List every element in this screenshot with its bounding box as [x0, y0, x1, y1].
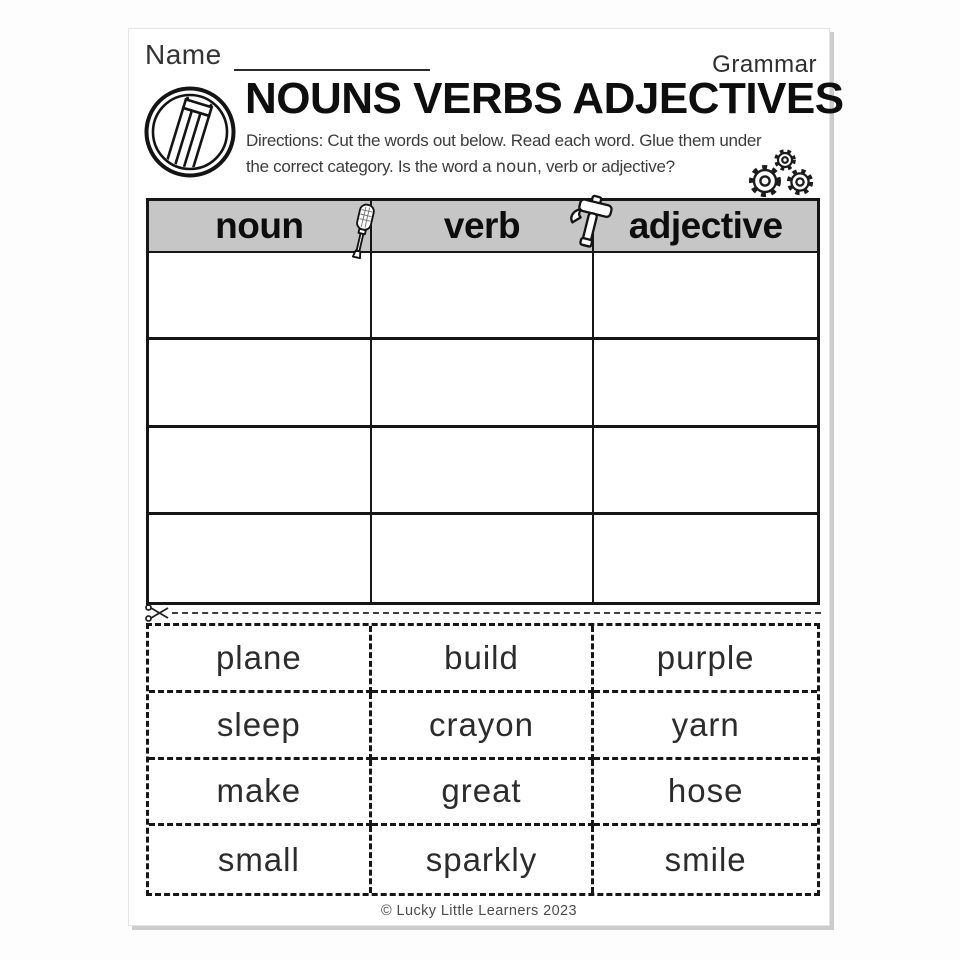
word-card: small [149, 826, 372, 893]
gears-icon [743, 149, 819, 199]
name-blank-line [234, 43, 430, 71]
page-title: NOUNS VERBS ADJECTIVES [245, 74, 844, 123]
word-card: make [149, 760, 372, 827]
sort-cell-adjective-3 [594, 428, 817, 515]
hammer-icon [563, 193, 619, 255]
directions-noun-word: noun [495, 157, 538, 176]
word-card: yarn [594, 693, 817, 760]
sort-cell-adjective-1 [594, 253, 817, 340]
sort-cell-verb-2 [372, 340, 595, 427]
sort-cell-adjective-2 [594, 340, 817, 427]
word-card: sleep [149, 693, 372, 760]
name-label: Name [145, 39, 222, 70]
sort-cell-noun-1 [149, 253, 372, 340]
word-card: crayon [372, 693, 595, 760]
column-header-adjective: adjective [594, 201, 817, 253]
sort-cell-noun-2 [149, 340, 372, 427]
cut-line [145, 603, 821, 623]
directions-line-2: the correct category. Is the word a noun, verb or adjective? [246, 157, 675, 176]
screwdriver-icon [349, 203, 377, 261]
word-card: sparkly [372, 826, 595, 893]
sort-cell-adjective-4 [594, 515, 817, 602]
copyright-footer: © Lucky Little Learners 2023 [381, 903, 577, 919]
word-card: great [372, 760, 595, 827]
sort-cell-verb-4 [372, 515, 595, 602]
sort-cell-noun-3 [149, 428, 372, 515]
sort-cell-verb-1 [372, 253, 595, 340]
column-header-noun: noun [149, 201, 372, 253]
pencil-icon [143, 85, 237, 179]
word-cards-grid [146, 623, 820, 896]
word-card: plane [149, 626, 372, 693]
word-card: hose [594, 760, 817, 827]
sorting-table [146, 198, 820, 605]
worksheet-page [128, 28, 844, 926]
subject-label: Grammar [712, 51, 817, 78]
sort-cell-noun-4 [149, 515, 372, 602]
name-row [145, 39, 430, 71]
column-header-verb: verb [372, 201, 595, 253]
sort-cell-verb-3 [372, 428, 595, 515]
cut-dash-line [172, 612, 821, 614]
word-card: smile [664, 840, 747, 878]
word-card: purple [594, 626, 817, 693]
word-card: build [372, 626, 595, 693]
scissors-icon [145, 604, 169, 622]
directions-line-1: Directions: Cut the words out below. Read each word. Glue them under [246, 131, 762, 150]
